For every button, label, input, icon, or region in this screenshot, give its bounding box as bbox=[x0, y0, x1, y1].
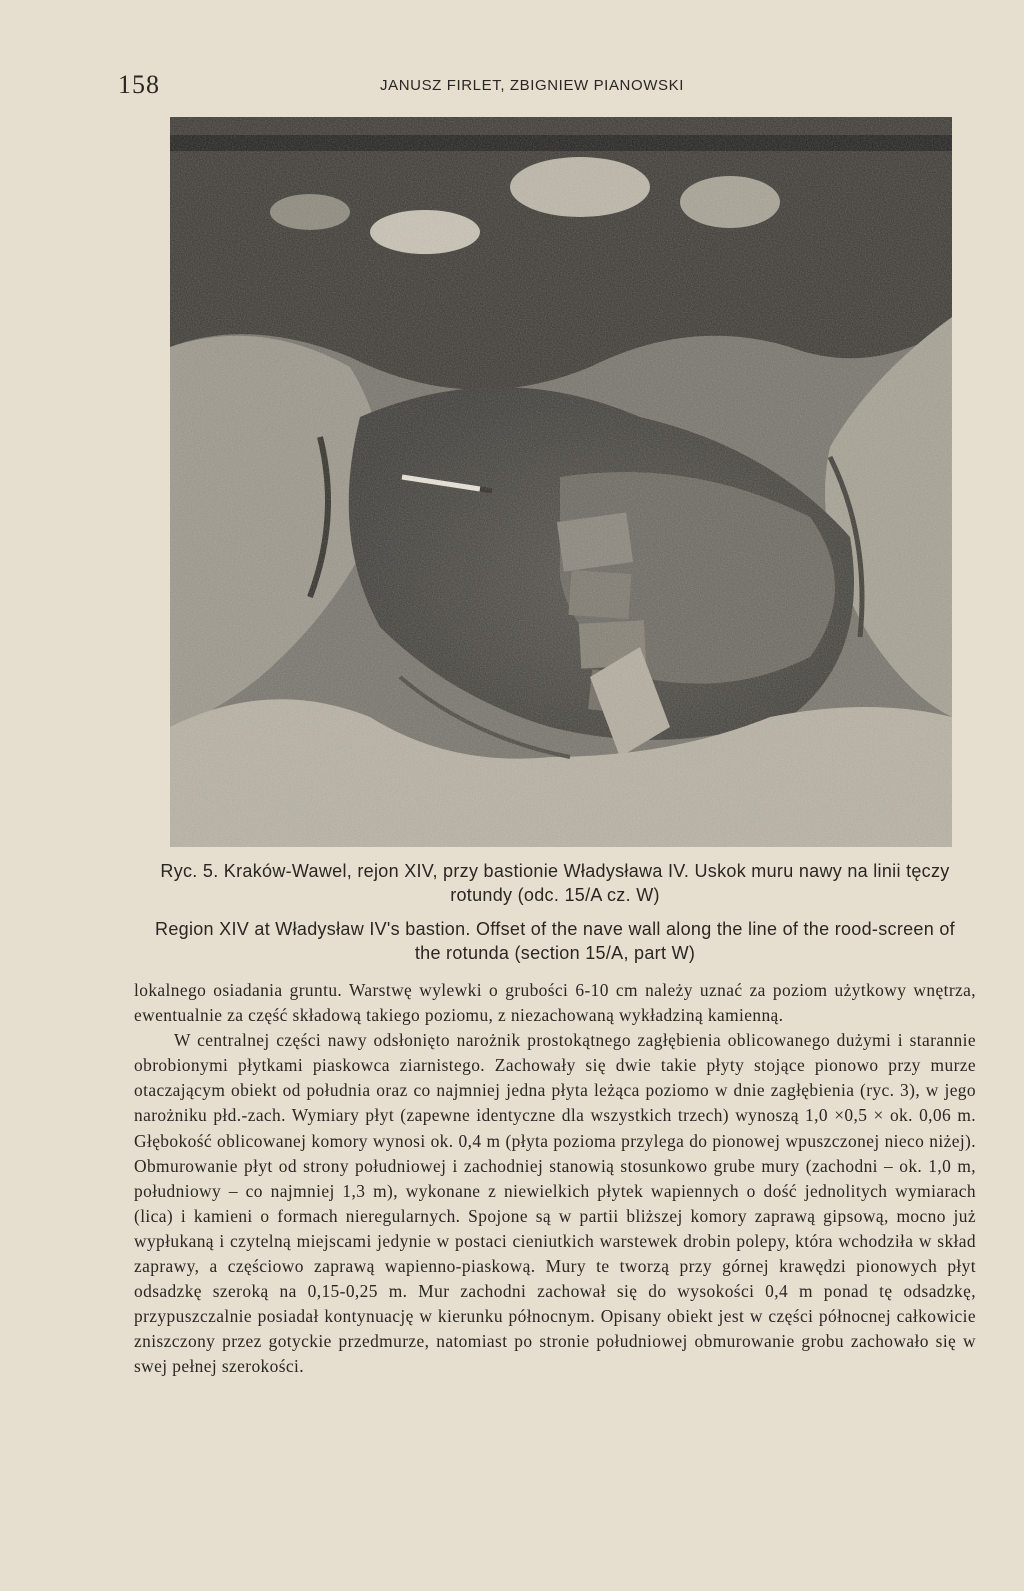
page-number: 158 bbox=[118, 70, 160, 99]
figure-caption-polish: Ryc. 5. Kraków-Wawel, rejon XIV, przy bastionie Władysława IV. Uskok muru nawy na linii tęczy rotundy (odc. 15/A cz. W) bbox=[160, 861, 950, 905]
running-head: JANUSZ FIRLET, ZBIGNIEW PIANOWSKI bbox=[380, 77, 684, 94]
paragraph-2: W centralnej części nawy odsłonięto narożnik prostokątnego zagłębienia oblicowanego dużymi i starannie obrobionymi płytkami piaskowca ziarnistego. Zachowały się dwie takie płyty stojące pionowo przy murze otaczającym obiekt od południa oraz co najmniej jedna płyta leżąca poziomo w dnie zagłębienia (ryc. 3), w jego narożniku płd.-zach. Wymiary płyt (zapewne identyczne dla wszystkich trzech) wynoszą 1,0 ×0,5 × ok. 0,06 m. Głębokość oblicowanej komory wynosi ok. 0,4 m (płyta pozioma przylega do pionowej wpuszczonej nieco niżej). Obmurowanie płyt od strony południowej i zachodniej stanowią stosunkowo grube mury (zachodni – ok. 1,0 m, południowy – co najmniej 1,3 m), wykonane z niewielkich płytek wapiennych o dość jednolitych wymiarach (lica) i kamieni o formach nieregularnych. Spojone są w partii bliższej komory zaprawą gipsową, mocno już wypłukaną i czytelną miejscami jedynie w postaci cieniutkich warstewek drobin polepy, która wchodziła w skład zaprawy, a częściowo zaprawą wapienno-piaskową. Mury te tworzą przy górnej krawędzi pionowych płyt odsadzkę szeroką na 0,15-0,25 m. Mur zachodni zachował się do wysokości 0,4 m ponad tę odsadzkę, przypuszczalnie posiadał kontynuację w kierunku północnym. Opisany obiekt jest w części północnej całkowicie zniszczony przez gotyckie przedmurze, natomiast po stronie południowej obmurowanie grobu zachowało się w swej pełnej szerokości. bbox=[134, 1030, 976, 1377]
excavation-photo bbox=[170, 117, 952, 847]
body-text bbox=[134, 978, 976, 1380]
figure-caption-english: Region XIV at Władysław IV's bastion. Offset of the nave wall along the line of the rood-screen of the rotunda (section 15/A, part W) bbox=[155, 919, 955, 963]
paragraph-1: lokalnego osiadania gruntu. Warstwę wylewki o grubości 6-10 cm należy uznać za poziom użytkowy wnętrza, ewentualnie za część składową takiego poziomu, z niezachowaną wykładziną kamienną. bbox=[134, 980, 976, 1026]
